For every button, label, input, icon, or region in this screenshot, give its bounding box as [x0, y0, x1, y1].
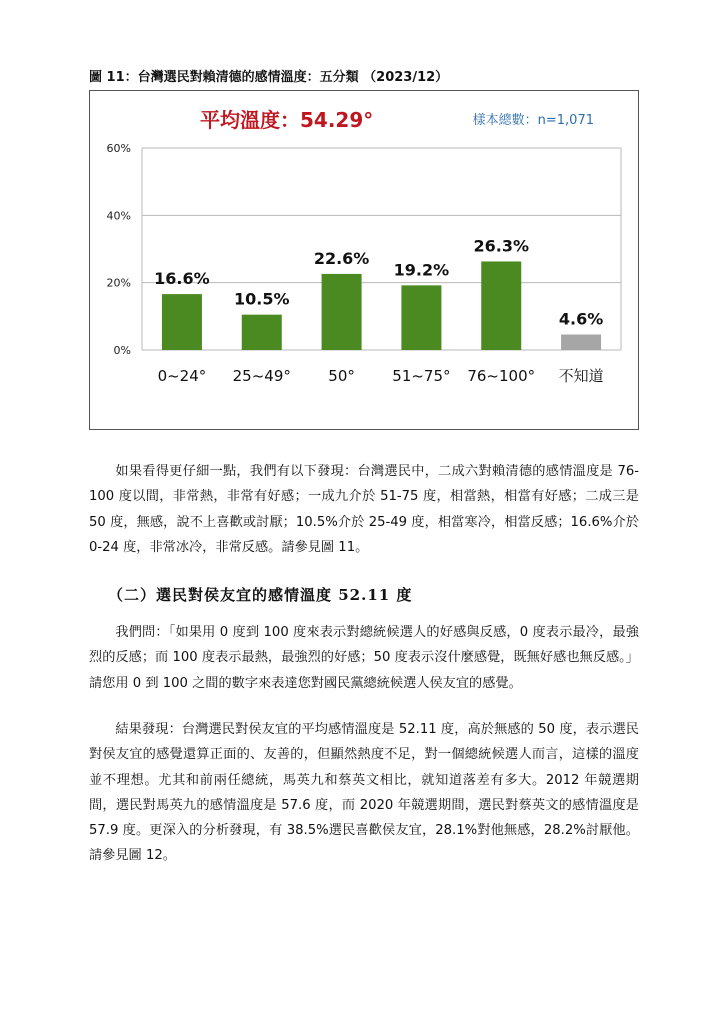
bar-value-label: 22.6% [313, 248, 370, 268]
bar-value-label: 26.3% [473, 236, 530, 256]
bar-3 [401, 285, 441, 350]
section-heading: （二）選民對侯友宜的感情溫度 52.11 度 [108, 586, 413, 604]
sample-size-label: 樣本總數：n=1,071 [472, 113, 594, 128]
x-tick-label: 不知道 [558, 367, 604, 385]
x-axis-ticks [158, 367, 604, 385]
bar-5 [561, 335, 601, 350]
gridlines [142, 148, 621, 350]
bar-value-label: 16.6% [154, 269, 210, 289]
bar-value-label: 4.6% [558, 309, 604, 329]
x-tick-label: 0~24° [157, 367, 207, 385]
bar-2 [322, 274, 362, 350]
paragraph-2: 我們問：「如果用 0 度到 100 度來表示對總統候選人的好感與反感，0 度表示最冷，最強烈的反感；而 100 度表示最熱，最強烈的好感；50 度表示沒什麼感覺，既無好感也無反感。」請您用 0 到 100 之間的數字來表達您對國民黨總統候選人侯友宜的感覺。 [89, 625, 639, 691]
bar-chart [90, 91, 640, 431]
paragraph-1: 如果看得更仔細一點，我們有以下發現：台灣選民中，二成六對賴清德的感情溫度是 76-100 度以間，非常熱，非常有好感；一成九介於 51-75 度，相當熱，相當有好感；二成三是 50 度，無感，說不上喜歡或討厭；10.5%介於 25-49 度，相當寒冷，相當反感；16.6%介於 0-24 度，非常冰冷，非常反感。請參見圖 11。 [89, 464, 639, 555]
figure-caption: 圖 11：台灣選民對賴清德的感情溫度：五分類 （2023/12） [89, 70, 449, 85]
x-tick-label: 50° [328, 367, 355, 385]
x-tick-label: 51~75° [392, 367, 451, 385]
bar-value-label: 19.2% [393, 260, 450, 280]
y-tick-label: 60% [106, 142, 131, 155]
y-tick-label: 0% [113, 344, 131, 357]
bars [162, 261, 604, 350]
chart-frame [89, 90, 639, 430]
y-tick-label: 20% [106, 276, 131, 290]
x-tick-label: 76~100° [467, 367, 536, 385]
bar-0 [162, 294, 202, 350]
bar-value-label: 10.5% [233, 289, 290, 309]
chart-title: 平均溫度：54.29° [200, 108, 374, 132]
y-tick-label: 40% [106, 209, 131, 223]
bar-4 [481, 261, 521, 350]
paragraph-3: 結果發現：台灣選民對侯友宜的平均感情溫度是 52.11 度，高於無感的 50 度，表示選民對侯友宜的感覺還算正面的、友善的，但顯然熱度不足，對一個總統候選人而言，這樣的溫度並不理想。尤其和前兩任總統，馬英九和蔡英文相比，就知道落差有多大。2012 年競選期間，選民對馬英九的感情溫度是 57.6 度，而 2020 年競選期間，選民對蔡英文的感情溫度是 57.9 度。更深入的分析發現，有 38.5%選民喜歡侯友宜，28.1%對他無感，28.2%討厭他。請參見圖 12。 [89, 722, 639, 864]
bar-1 [242, 315, 282, 350]
x-tick-label: 25~49° [232, 367, 291, 385]
y-axis-ticks [107, 142, 131, 357]
